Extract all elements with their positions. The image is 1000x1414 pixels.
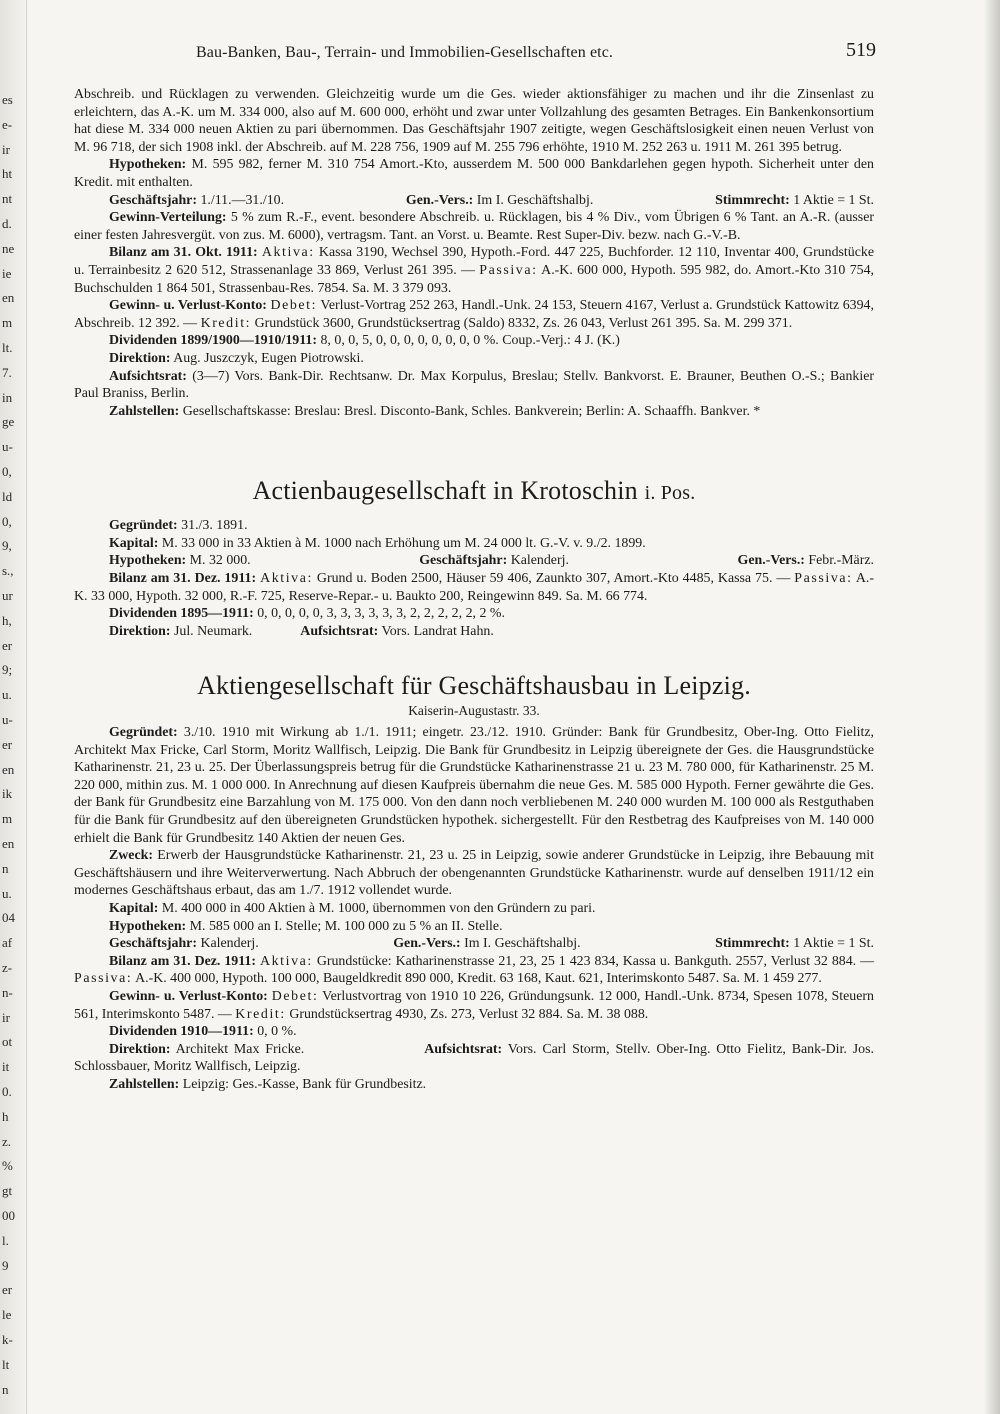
- label: Stimmrecht:: [715, 936, 790, 952]
- gutter-fragment: 0,: [2, 513, 12, 529]
- gutter-fragment: %: [2, 1158, 13, 1174]
- company-location: i. Pos.: [644, 482, 696, 505]
- prev-gv: [406, 192, 593, 210]
- kredit-word: Kredit:: [200, 315, 252, 331]
- label: Bilanz am 31. Dez. 1911:: [109, 953, 257, 969]
- aktiva-word: Aktiva:: [259, 953, 313, 969]
- kro-hyp: [109, 552, 251, 570]
- label: Hypotheken:: [109, 918, 187, 934]
- label: Hypotheken:: [109, 553, 187, 569]
- label: Gewinn- u. Verlust-Konto:: [109, 988, 268, 1004]
- prev-dividenden: [74, 332, 874, 350]
- label: Direktion:: [109, 350, 171, 366]
- gutter-fragment: ur: [2, 588, 13, 603]
- page-content: [74, 86, 874, 1094]
- value: Im I. Geschäftshalbj.: [476, 192, 594, 208]
- gutter-fragment: u-: [2, 439, 13, 455]
- gutter-fragment: n: [2, 1381, 9, 1397]
- lei-kapital: [74, 900, 874, 918]
- label: Geschäftsjahr:: [109, 936, 197, 952]
- label: Gewinn-Verteilung:: [109, 210, 227, 226]
- value: 1 Aktie = 1 St.: [793, 936, 874, 952]
- value: 0, 0 %.: [257, 1024, 297, 1040]
- company-title-krotoschin: [74, 475, 874, 509]
- gutter-fragment: 0.: [2, 1084, 12, 1099]
- gutter-fragment: 7.: [2, 364, 12, 380]
- label: Bilanz am 31. Dez. 1911:: [109, 571, 257, 587]
- passiva-word: Passiva:: [479, 262, 538, 278]
- lei-bilanz: [74, 953, 874, 988]
- kro-hyp-row: [74, 552, 874, 570]
- gutter-fragment: lt: [2, 1356, 10, 1372]
- gutter-fragment: k-: [2, 1332, 13, 1347]
- value: Erwerb der Hausgrundstücke Katharinenstr. 21, 23 u. 25 in Leipzig, sowie anderer Grundstücke in Leipzig, ihre Bebauung mit Geschäftshäusern und ihre Weiterverwertung. Nach Abbruch der obengenannten Grundstücke Katharinenstr. wurde auf denselben 1911/12 ein modernes Geschäftshaus erbaut, das am 1./7. 1912 vollendet wurde.: [74, 848, 874, 899]
- gutter-fragment: u.: [2, 687, 12, 703]
- kredit-word: Kredit:: [235, 1006, 286, 1022]
- value: (3—7) Vors. Bank-Dir. Rechtsanw. Dr. Max Korpulus, Breslau; Stellv. Bankvorst. E. Brauner, Beuthen O.-S.; Bankier Paul Braniss, Berlin.: [74, 368, 874, 402]
- gutter-fragment: ge: [2, 414, 15, 430]
- passiva-word: Passiva:: [794, 571, 853, 587]
- prev-bilanz: [74, 244, 874, 297]
- gutter-fragment: 04: [2, 910, 15, 926]
- value: 31./3. 1891.: [181, 518, 248, 534]
- gutter-fragment: u-: [2, 712, 13, 727]
- label: Geschäftsjahr:: [419, 553, 508, 569]
- page-number: 519: [846, 39, 876, 61]
- gutter-fragment: gt: [2, 1183, 13, 1199]
- kro-gj: [419, 552, 569, 570]
- lei-gj-row: [74, 935, 874, 953]
- gutter-fragment: m: [2, 811, 13, 827]
- kro-kapital: [74, 535, 874, 553]
- label: Aufsichtsrat:: [109, 368, 187, 384]
- prev-guv: [74, 297, 874, 332]
- value: M. 400 000 in 400 Aktien à M. 1000, übernommen von den Gründern zu pari.: [161, 900, 596, 916]
- gutter-fragment: ot: [2, 1034, 13, 1050]
- value: Verlust-Vortrag 252 263, Handl.-Unk. 24 153, Steuern 4167, Verlust a. Grundstück Kattowitz 6394, Abschreib. 12 392. —: [74, 298, 874, 331]
- value: 5 % zum R.-F., event. besondere Abschreib. u. Rücklagen, bis 4 % Div., vom Übrigen 6 % Tant. an A.-R. (ausser einer festen Jahresvergüt. von zus. M. 6000), vertragsm. Tant. an Vorst. u. Beamte. Rest Super-Div. bezw. nach G.-V.-B.: [74, 210, 874, 243]
- prev-gewinn-verteilung: [74, 209, 874, 244]
- gutter-fragment: m: [2, 315, 13, 331]
- lei-gj: [109, 935, 259, 953]
- header-title: Bau-Banken, Bau-, Terrain- und Immobilien-Gesellschaften etc.: [196, 44, 613, 61]
- gutter-fragment: ir: [2, 1009, 10, 1025]
- label: Kapital:: [109, 900, 159, 916]
- value: M. 32 000.: [189, 553, 251, 569]
- label: Aufsichtsrat:: [424, 1041, 503, 1057]
- aktiva-word: Aktiva:: [260, 571, 313, 587]
- gutter-fragment: it: [2, 1059, 10, 1075]
- book-spine-shadow: [984, 0, 1000, 1414]
- label: Zahlstellen:: [109, 403, 180, 419]
- gutter-fragment: en: [2, 290, 15, 306]
- prev-direktion: [74, 350, 874, 368]
- gutter-fragment: u.: [2, 885, 12, 901]
- value: A.-K. 33 000, Hypoth. 32 000, R.-F. 725, Reserve-Repar.- u. Baukto 200, Reingewinn 849. Sa. M. 66 774.: [74, 571, 874, 604]
- kro-bilanz: [74, 570, 874, 605]
- label: Hypotheken:: [109, 157, 187, 173]
- value: A.-K. 600 000, Hypoth. 595 982, do. Amort.-Kto 310 754, Buchschulden 1 864 501, Strassenbau-Res. 7854. Sa. M. 3 379 093.: [74, 262, 875, 296]
- prev-zahlstellen: [74, 403, 874, 421]
- gutter-fragment: er: [2, 736, 13, 752]
- gutter-fragment: z-: [2, 960, 13, 975]
- kro-gv: [738, 552, 874, 570]
- lei-dividenden: [74, 1023, 874, 1041]
- debet-word: Debet:: [271, 988, 319, 1004]
- value: Vors. Carl Storm, Stellv. Ober-Ing. Otto Fielitz, Bank-Dir. Jos. Schlossbauer, Moritz Wallfisch, Leipzig.: [74, 1041, 874, 1075]
- value: Vors. Landrat Hahn.: [381, 623, 494, 639]
- gutter-fragment: 00: [2, 1208, 15, 1223]
- value: 8, 0, 0, 5, 0, 0, 0, 0, 0, 0, 0, 0 %. Coup.-Verj.: 4 J. (K.): [320, 333, 620, 349]
- gutter-fragment: es: [2, 92, 13, 107]
- value: 0, 0, 0, 0, 0, 3, 3, 3, 3, 3, 3, 2, 2, 2, 2, 2, 2 %.: [257, 606, 505, 622]
- label: Direktion:: [109, 1041, 171, 1057]
- gutter-fragment: nt: [2, 191, 13, 207]
- kro-direktion-ar: [74, 623, 874, 641]
- lei-guv: [74, 988, 874, 1023]
- label: Geschäftsjahr:: [109, 192, 197, 208]
- gutter-fragment: ik: [2, 786, 13, 802]
- gutter-fragment: lt.: [2, 340, 13, 355]
- aktiva-word: Aktiva:: [261, 245, 315, 261]
- gutter-fragment: af: [2, 935, 13, 951]
- gutter-fragment: en: [2, 836, 15, 851]
- value: Architekt Max Fricke.: [175, 1041, 305, 1057]
- label: Kapital:: [109, 535, 159, 551]
- lei-hypotheken: [74, 918, 874, 936]
- value: A.-K. 400 000, Hypoth. 100 000, Baugeldkredit 890 000, Kredit. 63 168, Kaut. 621, Interimskonto 5487. Sa. M. 1 459 277.: [135, 971, 822, 987]
- label: Gen.-Vers.:: [737, 553, 805, 569]
- value: M. 33 000 in 33 Aktien à M. 1000 nach Erhöhung um M. 24 000 lt. G.-V. v. 9./2. 1899.: [161, 535, 646, 551]
- gutter-fragment: d.: [2, 216, 12, 231]
- value: Febr.-März.: [808, 553, 874, 569]
- prev-hypotheken: [74, 156, 874, 191]
- value: Jul. Neumark.: [173, 623, 253, 639]
- gutter-fragment: h: [2, 1108, 9, 1124]
- value: Kalenderj.: [200, 936, 259, 952]
- gutter-fragment: h,: [2, 612, 12, 628]
- passiva-word: Passiva:: [74, 971, 133, 987]
- lei-gv: [393, 935, 580, 953]
- prev-stimm: [715, 192, 874, 210]
- kro-dividenden: [74, 605, 874, 623]
- value: Verlustvortrag von 1910 10 226, Gründungsunk. 12 000, Handl.-Unk. 8734, Spesen 1078, Steuern 561, Interimskonto 5487. —: [74, 988, 874, 1022]
- gutter-fragment: e-: [2, 116, 13, 132]
- gutter-fragment: er: [2, 637, 13, 653]
- value: M. 595 982, ferner M. 310 754 Amort.-Kto, ausserdem M. 500 000 Bankdarlehen gegen hypoth. Sicherheit unter den Kredit. mit enthalten.: [74, 157, 874, 190]
- label: Dividenden 1895—1911:: [109, 606, 254, 622]
- lei-gegruendet: [74, 724, 874, 847]
- value: Kassa 3190, Wechsel 390, Hypoth.-Ford. 447 225, Buchforder. 12 110, Inventar 400, Grundstücke u. Terrainbesitz 2 620 512, Strassenanlage 33 869, Verlust 261 395. —: [74, 245, 875, 278]
- value: Kalenderj.: [510, 553, 569, 569]
- value: Grundstücksertrag 4930, Zs. 273, Verlust 32 884. Sa. M. 38 088.: [289, 1006, 649, 1022]
- value: 1 Aktie = 1 St.: [793, 192, 874, 208]
- value: Aug. Juszczyk, Eugen Piotrowski.: [173, 350, 364, 366]
- gutter-fragment: 9;: [2, 662, 13, 678]
- value: Grund u. Boden 2500, Häuser 59 406, Zaunkto 307, Amort.-Kto 4485, Kassa 75. —: [316, 571, 791, 587]
- gutter-fragment: er: [2, 1282, 13, 1298]
- value: 3./10. 1910 mit Wirkung ab 1./1. 1911; eingetr. 23./12. 1910. Gründer: Bank für Grundbesitz, Ober-Ing. Otto Fielitz, Architekt Max Fricke, Carl Storm, Moritz Wallfisch, Leipzig. Die Bank für Grundbesitz in Leipzig übereignete der Ges. die Hausgrundstücke Katharinenstr. 21, 23 u. 25. Der Überlassungspreis betrug für die Grundstücke Katharinenstrasse 21 u. 23 M. 780 000, für Katharinenstr. 25 M. 220 000, mithin zus. M. 1 000 000. In Anrechnung auf diesen Kaufpreis übernahm die neue Ges. M. 585 000 Hypoth. Ferner gewährte die Ges. der Bank für Grundbesitz eine Barzahlung von M. 175 000. Von den dann noch verbliebenen M. 240 000 wurden M. 100 000 als Restguthaben für die Bank für Grundbesitz auf den übereigneten Grundstücken hypothek. sichergestellt. Für den Restbetrag des Kaufpreises von M. 140 000 erhielt die Bank für Grundbesitz 140 Aktien der neuen Ges.: [74, 725, 874, 846]
- value: M. 585 000 an I. Stelle; M. 100 000 zu 5 % an II. Stelle.: [189, 918, 503, 934]
- kro-gegruendet: [74, 517, 874, 535]
- gutter-fragment: en: [2, 761, 15, 777]
- prev-gj: [109, 192, 284, 210]
- gutter-fragment: z.: [2, 1133, 12, 1149]
- value: Gesellschaftskasse: Breslau: Bresl. Disconto-Bank, Schles. Bankverein; Berlin: A. Schaaffh. Bankver. *: [182, 403, 761, 419]
- label: Aufsichtsrat:: [300, 623, 379, 639]
- lei-zweck: [74, 847, 874, 900]
- company-name: Actienbaugesellschaft in Krotoschin: [252, 476, 638, 506]
- value: Leipzig: Ges.-Kasse, Bank für Grundbesitz.: [182, 1076, 427, 1092]
- debet-word: Debet:: [270, 298, 318, 314]
- company-title-leipzig: Aktiengesellschaft für Geschäftshausbau in Leipzig.: [197, 671, 751, 701]
- prev-intro: Abschreib. und Rücklagen zu verwenden. Gleichzeitig wurde um die Ges. wieder aktionsfähiger zu machen und ihr die Zinsenlast zu erleichtern, das A.-K. um M. 334 000, also auf M. 600 000, erhöht und zwar unter Vollzahlung des gesamten Betrages. Ein Bankenkonsortium hat diese M. 334 000 neuen Aktien zu pari übernommen. Das Geschäftsjahr 1907 zeitigte, wegen Geschäftslosigkeit einen neuen Verlust von M. 96 718, der sich 1908 inkl. der Abschreib. auf M. 228 756, 1909 auf M. 255 796 erhöhte, 1910 M. 252 263 u. 1911 M. 261 395 betrug.: [74, 87, 874, 155]
- gutter-fragment: ld: [2, 488, 13, 504]
- gutter-fragment: n-: [2, 984, 13, 1000]
- gutter-fragment: in: [2, 389, 13, 405]
- gutter-fragment: 9: [2, 1257, 9, 1273]
- label: Gegründet:: [109, 518, 178, 534]
- gutter-fragment: ir: [2, 141, 10, 157]
- label: Gen.-Vers.:: [393, 936, 461, 952]
- lei-zahlstellen: [74, 1076, 874, 1094]
- gutter-fragment: 0,: [2, 464, 12, 479]
- gutter-fragment: ie: [2, 265, 12, 281]
- value: Grundstücke: Katharinenstrasse 21, 23, 25 1 423 834, Kassa u. Bankguth. 2557, Verlust 32 884. —: [316, 953, 874, 969]
- label: Direktion:: [109, 623, 171, 639]
- lei-direktion-ar: [74, 1041, 874, 1076]
- gutter-fragment: ne: [2, 240, 15, 256]
- gutter-fragment: n: [2, 860, 9, 876]
- label: Gegründet:: [109, 725, 178, 741]
- label: Stimmrecht:: [715, 192, 790, 208]
- gutter-fragment: s.,: [2, 563, 14, 579]
- value: Grundstück 3600, Grundstücksertrag (Saldo) 8332, Zs. 26 043, Verlust 261 395. Sa. M. 299 371.: [254, 315, 793, 331]
- left-page-gutter: [0, 0, 27, 1414]
- label: Zahlstellen:: [109, 1076, 180, 1092]
- company-address: Kaiserin-Augustastr. 33.: [408, 703, 540, 719]
- lei-stimm: [715, 935, 874, 953]
- label: Zweck:: [109, 848, 153, 864]
- gutter-fragment: l.: [2, 1232, 9, 1248]
- label: Gen.-Vers.:: [405, 192, 474, 208]
- gutter-fragment: le: [2, 1307, 12, 1323]
- value: 1./11.—31./10.: [200, 192, 285, 208]
- label: Bilanz am 31. Okt. 1911:: [109, 245, 258, 261]
- gutter-fragment: 9,: [2, 538, 12, 554]
- gutter-fragment: ht: [2, 166, 13, 182]
- prev-gj-row: [74, 192, 874, 210]
- prev-aufsichtsrat: [74, 368, 874, 403]
- value: Im I. Geschäftshalbj.: [464, 936, 581, 952]
- label: Gewinn- u. Verlust-Konto:: [109, 298, 267, 314]
- label: Dividenden 1910—1911:: [109, 1024, 254, 1040]
- label: Dividenden 1899/1900—1910/1911:: [109, 333, 317, 349]
